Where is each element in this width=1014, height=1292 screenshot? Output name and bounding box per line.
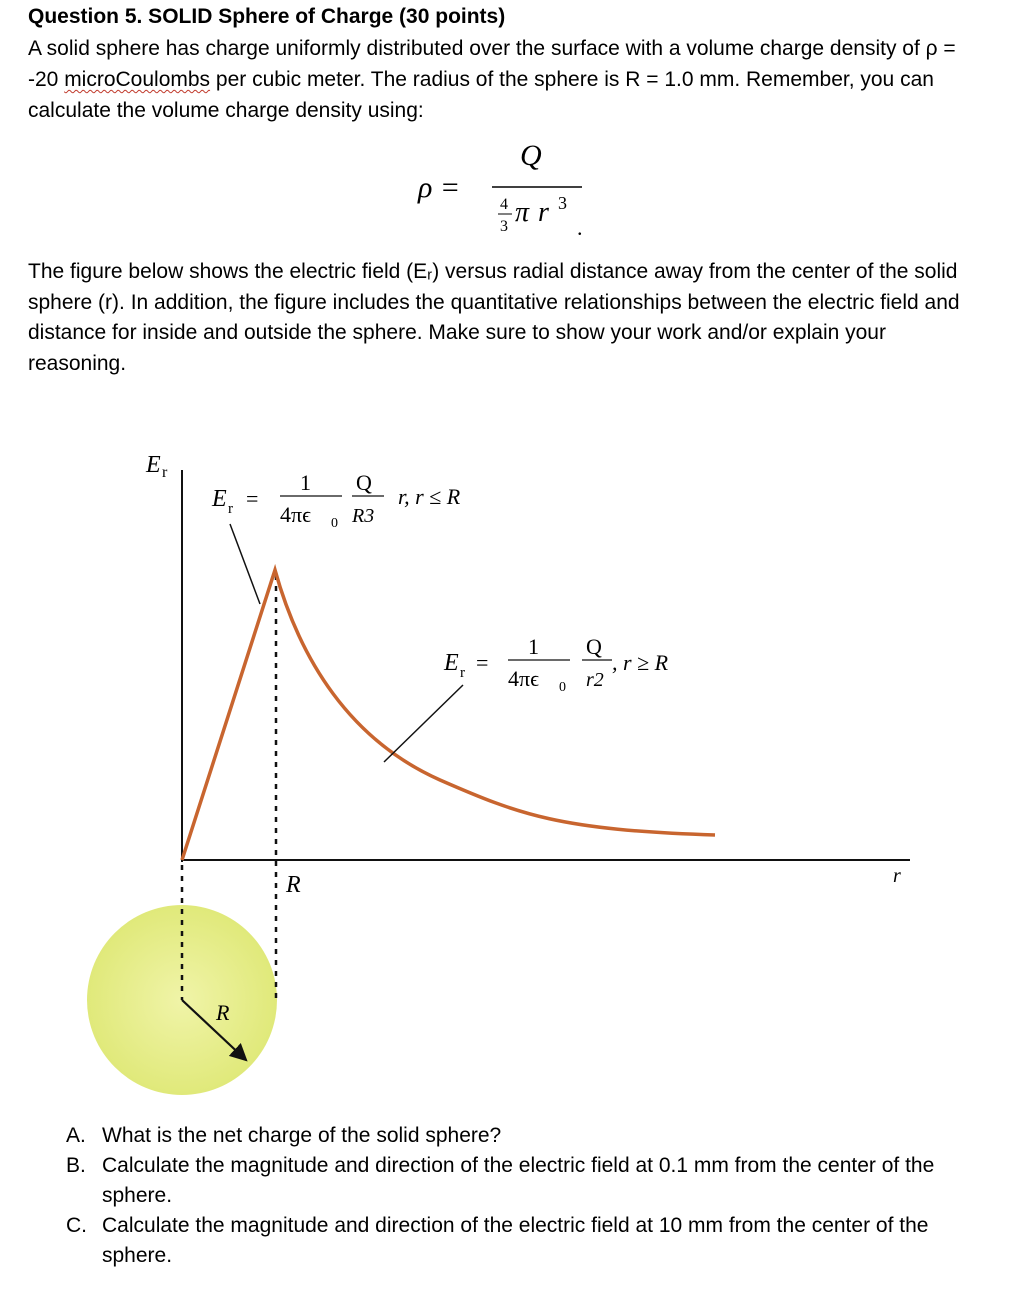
- outside-field-formula: [443, 634, 669, 695]
- intro-text-1: A solid sphere has charge uniformly distributed over the surface with a volume charge density of ρ = -20: [28, 37, 956, 91]
- outside-formula-eps-sub: 0: [559, 680, 566, 695]
- equation-r: r: [538, 197, 549, 228]
- inside-formula-lhs-sub: r: [228, 501, 233, 517]
- intro-text-2: per cubic meter. The radius of the sphere is R = 1.0 mm. Remember, you can calculate the volume charge density using:: [28, 68, 934, 122]
- equation-three: 3: [500, 218, 508, 235]
- outside-formula-pointer: [384, 685, 463, 762]
- outside-formula-equals: =: [476, 650, 489, 675]
- question-label: A.: [66, 1124, 86, 1147]
- equation-lhs: ρ =: [418, 171, 461, 204]
- question-text: What is the net charge of the solid sphere?: [102, 1124, 502, 1147]
- inside-formula-r-cubed: R3: [352, 505, 375, 527]
- question-title: Question 5. SOLID Sphere of Charge (30 points): [28, 5, 506, 28]
- outside-formula-condition: , r ≥ R: [612, 650, 669, 675]
- inside-formula-equals: =: [246, 486, 259, 511]
- inside-formula-lhs: E: [212, 486, 227, 512]
- y-axis-label-sub: r: [162, 464, 168, 481]
- question-item: [66, 1121, 966, 1151]
- equation-four: 4: [500, 196, 508, 213]
- inside-field-formula: [211, 470, 461, 531]
- figure-description: The figure below shows the electric field (Eᵣ) versus radial distance away from the center of the solid sphere (r). In addition, the figure includes the quantitative relationships between the electric field and distance for inside and outside the sphere. Make sure to show your work and/or explain your reasoning.: [28, 260, 960, 375]
- question-item: [66, 1151, 966, 1211]
- intro-paragraph: [28, 33, 978, 126]
- equation-period: .: [577, 215, 583, 240]
- outside-formula-one: 1: [528, 634, 539, 659]
- question-label: C.: [66, 1214, 87, 1237]
- outside-formula-q: Q: [586, 634, 602, 659]
- equation-pi: π: [515, 197, 530, 228]
- inside-formula-eps-sub: 0: [331, 516, 338, 531]
- intro-spellcheck-word: microCoulombs: [64, 68, 211, 91]
- equation-numerator: Q: [520, 139, 542, 172]
- inside-formula-q: Q: [356, 470, 372, 495]
- question-list: [66, 1121, 966, 1271]
- electric-field-figure: [0, 430, 1014, 1110]
- outside-formula-r-squared: r2: [586, 669, 604, 691]
- question-text: Calculate the magnitude and direction of the electric field at 10 mm from the center of the sphere.: [102, 1214, 929, 1267]
- equation-exponent: 3: [558, 193, 567, 213]
- inside-formula-denominator: 4πϵ: [280, 502, 312, 527]
- question-text: Calculate the magnitude and direction of the electric field at 0.1 mm from the center of the sphere.: [102, 1154, 935, 1207]
- outside-formula-lhs: E: [444, 650, 459, 676]
- question-item: [66, 1211, 966, 1271]
- inside-formula-pointer: [230, 524, 260, 604]
- outside-formula-lhs-sub: r: [460, 665, 465, 681]
- y-axis-label: E: [146, 452, 161, 478]
- electric-field-curve: [182, 570, 715, 860]
- inside-formula-one: 1: [300, 470, 311, 495]
- charge-density-equation: [0, 135, 1014, 245]
- sphere-radius-label: R: [216, 1000, 230, 1025]
- outside-formula-denominator: 4πϵ: [508, 666, 540, 691]
- inside-formula-condition: r, r ≤ R: [398, 484, 461, 509]
- radius-tick-label: R: [286, 872, 301, 898]
- question-label: B.: [66, 1154, 86, 1177]
- x-axis-label: r: [893, 865, 901, 887]
